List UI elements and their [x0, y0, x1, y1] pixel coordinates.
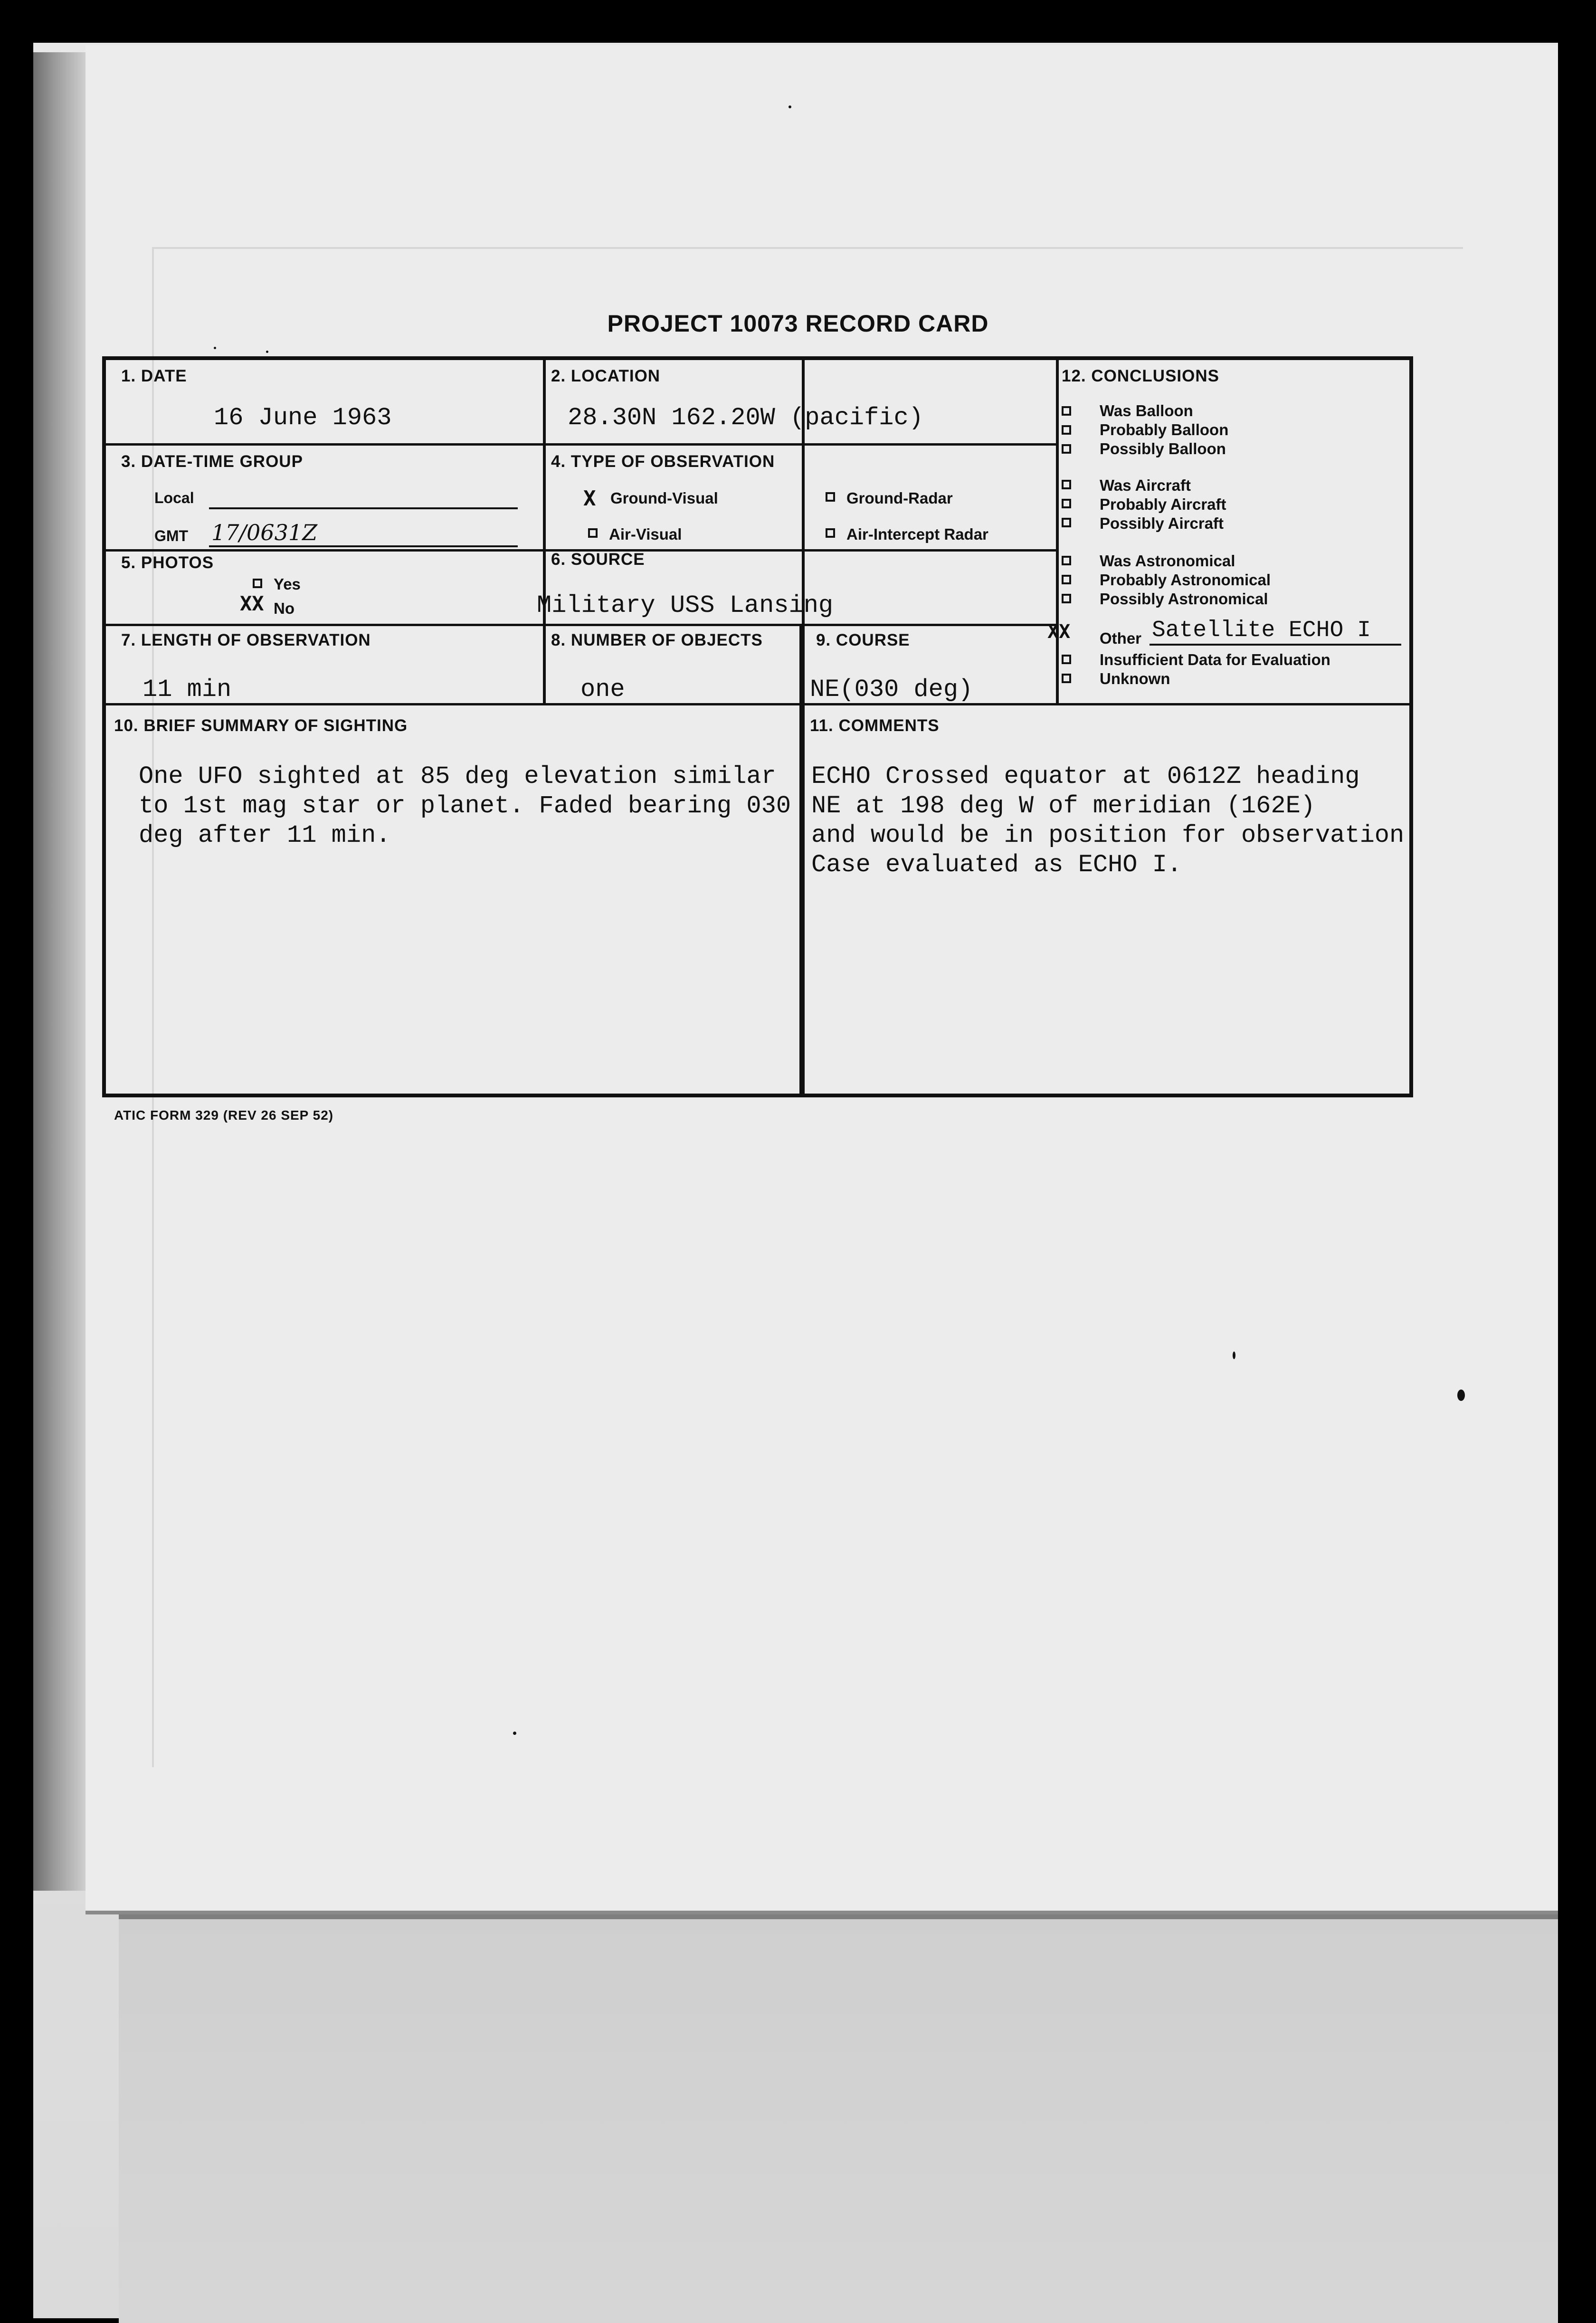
conclusion-insufficient-data: Insufficient Data for Evaluation: [1100, 651, 1330, 668]
card-title: PROJECT 10073 RECORD CARD: [607, 310, 989, 337]
dust-speck: [214, 347, 216, 349]
divider-h3: [106, 624, 1056, 626]
was-aircraft-checkbox[interactable]: [1062, 480, 1071, 489]
conclusion-possibly-aircraft: Possibly Aircraft: [1100, 514, 1224, 532]
air-intercept-radar-checkbox[interactable]: [826, 528, 835, 538]
date-label: 1. DATE: [121, 367, 187, 385]
divider-v2b: [799, 626, 802, 1094]
photos-no-check[interactable]: XX: [240, 592, 264, 615]
course-label: 9. COURSE: [816, 631, 910, 649]
conclusion-probably-aircraft: Probably Aircraft: [1100, 495, 1226, 513]
conclusions-label: 12. CONCLUSIONS: [1062, 367, 1219, 385]
conclusion-other-value: Satellite ECHO I: [1152, 618, 1371, 643]
photos-no-label: No: [274, 600, 294, 617]
observation-type-label: 4. TYPE OF OBSERVATION: [551, 452, 775, 471]
conclusion-was-balloon: Was Balloon: [1100, 402, 1193, 419]
source-label: 6. SOURCE: [551, 550, 645, 569]
divider-h4: [106, 703, 1413, 705]
date-value: 16 June 1963: [214, 404, 392, 432]
ground-visual-check[interactable]: X: [583, 486, 596, 511]
conclusion-was-astronomical: Was Astronomical: [1100, 552, 1235, 570]
conclusion-was-aircraft: Was Aircraft: [1100, 476, 1191, 494]
air-visual-checkbox[interactable]: [588, 528, 598, 538]
summary-line-3: deg after 11 min.: [139, 821, 391, 849]
was-balloon-checkbox[interactable]: [1062, 406, 1071, 416]
conclusion-other-label: Other: [1100, 629, 1142, 647]
probably-aircraft-checkbox[interactable]: [1062, 499, 1071, 508]
length-value: 11 min: [142, 676, 232, 704]
ground-radar-checkbox[interactable]: [826, 492, 835, 502]
conclusion-probably-astronomical: Probably Astronomical: [1100, 571, 1271, 589]
dtg-local-rule: [209, 507, 518, 509]
dust-speck: [1457, 1390, 1465, 1401]
dust-speck: [788, 105, 791, 108]
conclusion-possibly-astronomical: Possibly Astronomical: [1100, 590, 1268, 608]
divider-v1: [543, 360, 546, 703]
length-label: 7. LENGTH OF OBSERVATION: [121, 631, 371, 649]
dust-speck: [513, 1732, 516, 1735]
unknown-checkbox[interactable]: [1062, 674, 1071, 683]
photos-label: 5. PHOTOS: [121, 553, 214, 572]
dust-speck: [266, 351, 268, 353]
dust-speck: [1233, 1352, 1235, 1359]
summary-label: 10. BRIEF SUMMARY OF SIGHTING: [114, 716, 408, 735]
possibly-balloon-checkbox[interactable]: [1062, 444, 1071, 454]
comments-line-4: Case evaluated as ECHO I.: [811, 851, 1182, 879]
lower-sheet: [119, 1914, 1558, 2323]
conclusion-probably-balloon: Probably Balloon: [1100, 421, 1229, 438]
divider-v3: [1056, 360, 1059, 703]
course-value: NE(030 deg): [810, 676, 973, 704]
divider-h1: [106, 443, 1056, 446]
insufficient-data-checkbox[interactable]: [1062, 655, 1071, 664]
dtg-local-label: Local: [154, 489, 194, 506]
comments-line-1: ECHO Crossed equator at 0612Z heading: [811, 762, 1360, 790]
comments-line-2: NE at 198 deg W of meridian (162E): [811, 792, 1315, 820]
comments-label: 11. COMMENTS: [810, 716, 940, 735]
objects-value: one: [580, 676, 625, 704]
option-air-visual: Air-Visual: [609, 525, 682, 543]
comments-line-3: and would be in position for observation.: [811, 821, 1419, 849]
dtg-gmt-label: GMT: [154, 527, 189, 544]
dtg-gmt-value: 17/0631Z: [211, 520, 318, 545]
location-value: 28.30N 162.20W (pacific): [568, 404, 923, 432]
conclusion-unknown: Unknown: [1100, 670, 1170, 687]
source-value: Military USS Lansing: [537, 591, 834, 619]
possibly-astronomical-checkbox[interactable]: [1062, 594, 1071, 603]
location-label: 2. LOCATION: [551, 367, 661, 385]
photos-yes-checkbox[interactable]: [253, 579, 262, 588]
possibly-aircraft-checkbox[interactable]: [1062, 518, 1071, 527]
option-ground-visual: Ground-Visual: [610, 489, 718, 507]
dtg-label: 3. DATE-TIME GROUP: [121, 452, 303, 471]
photos-yes-label: Yes: [274, 575, 301, 593]
option-air-intercept-radar: Air-Intercept Radar: [846, 525, 988, 543]
form-footer: ATIC FORM 329 (REV 26 SEP 52): [114, 1108, 334, 1123]
option-ground-radar: Ground-Radar: [846, 489, 953, 507]
summary-line-2: to 1st mag star or planet. Faded bearing 030: [139, 792, 791, 820]
objects-label: 8. NUMBER OF OBJECTS: [551, 631, 763, 649]
dtg-gmt-rule: [209, 545, 518, 547]
probably-balloon-checkbox[interactable]: [1062, 425, 1071, 435]
conclusion-possibly-balloon: Possibly Balloon: [1100, 440, 1226, 457]
probably-astronomical-checkbox[interactable]: [1062, 575, 1071, 584]
other-check[interactable]: XX: [1047, 621, 1071, 643]
was-astronomical-checkbox[interactable]: [1062, 556, 1071, 565]
conclusion-other-rule: [1150, 644, 1401, 646]
summary-line-1: One UFO sighted at 85 deg elevation similar: [139, 762, 776, 790]
